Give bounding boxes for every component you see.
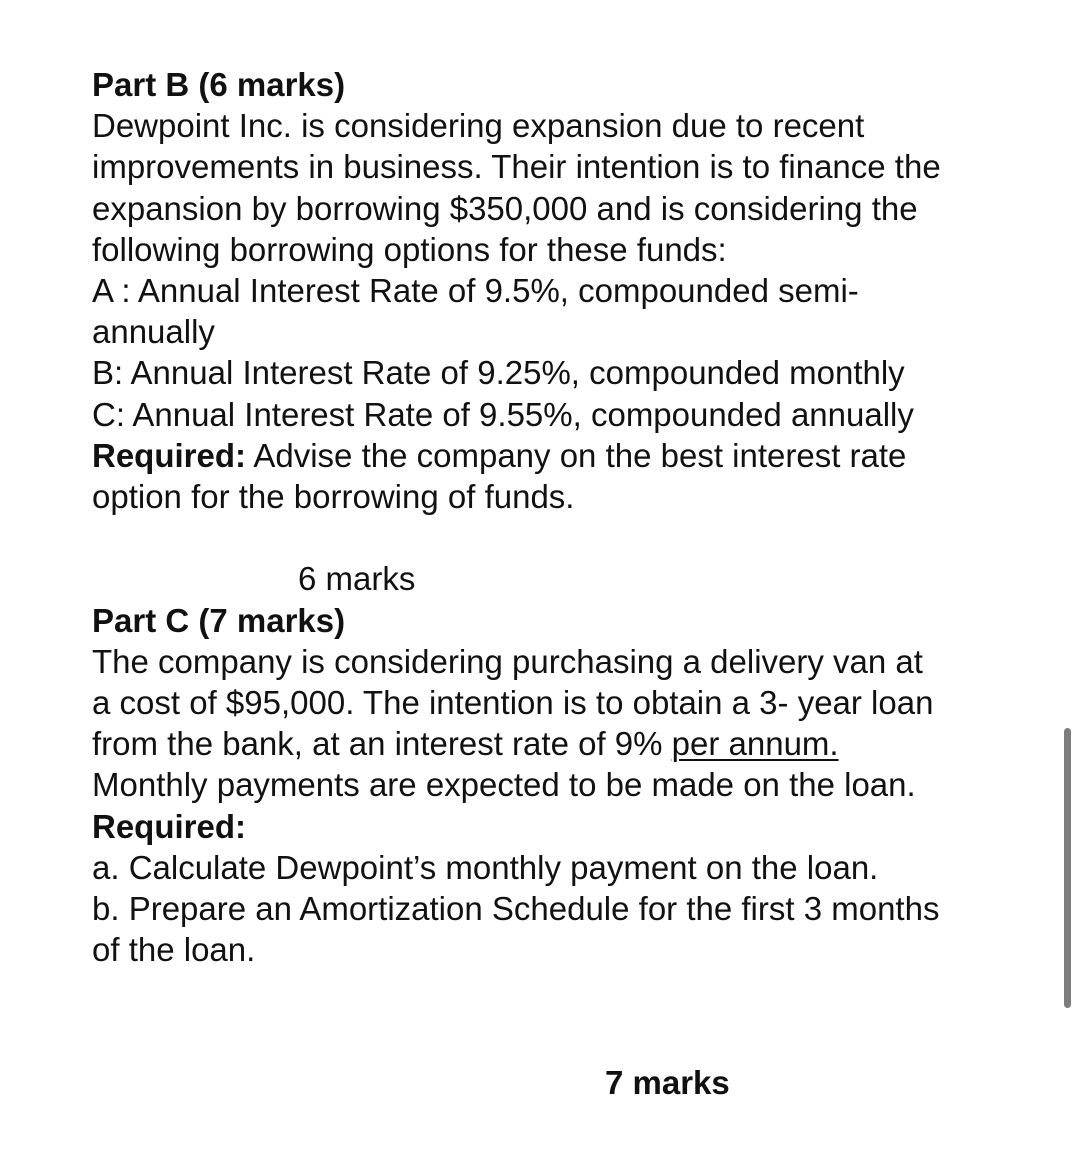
part-b-heading: Part B (6 marks): [92, 66, 346, 103]
part-b-line: expansion by borrowing $350,000 and is considering the: [92, 189, 918, 227]
part-b-required: [92, 435, 1032, 476]
option-a-cont: annually: [92, 313, 215, 351]
part-c-line: a cost of $95,000. The intention is to obtain a 3- year loan: [92, 684, 934, 722]
task-b-cont: of the loan.: [92, 931, 256, 969]
part-c-required-label: Required:: [92, 807, 247, 845]
option-a: A : Annual Interest Rate of 9.5%, compounded semi-: [92, 272, 859, 310]
task-a: a. Calculate Dewpoint’s monthly payment on the loan.: [92, 848, 879, 886]
required-label: Required:: [92, 436, 247, 474]
part-c-line3-prefix: from the bank, at an interest rate of 9%: [92, 725, 672, 763]
part-c-line: The company is considering purchasing a delivery van at: [92, 642, 923, 680]
spacer: [92, 517, 1032, 558]
task-b: b. Prepare an Amortization Schedule for the first 3 months: [92, 890, 940, 928]
option-b: B: Annual Interest Rate of 9.25%, compounded monthly: [92, 354, 905, 392]
part-b-marks: 6 marks: [298, 560, 416, 598]
part-c-heading: Part C (7 marks): [92, 601, 346, 639]
part-b-line: improvements in business. Their intention is to finance the: [92, 148, 941, 186]
required-text: Advise the company on the best interest rate: [246, 436, 907, 474]
option-c: C: Annual Interest Rate of 9.55%, compounded annually: [92, 395, 914, 433]
part-b-required-cont: option for the borrowing of funds.: [92, 478, 575, 516]
part-b-line: Dewpoint Inc. is considering expansion due to recent: [92, 107, 865, 145]
per-annum-underlined: per annum.: [671, 725, 839, 763]
part-c-marks: 7 marks: [605, 1064, 730, 1101]
part-c-line: [92, 723, 1032, 764]
vertical-scrollbar[interactable]: [1064, 728, 1071, 1008]
document-body: [92, 64, 1032, 970]
part-c-line: Monthly payments are expected to be made on the loan.: [92, 766, 916, 804]
part-b-line: following borrowing options for these funds:: [92, 230, 727, 268]
